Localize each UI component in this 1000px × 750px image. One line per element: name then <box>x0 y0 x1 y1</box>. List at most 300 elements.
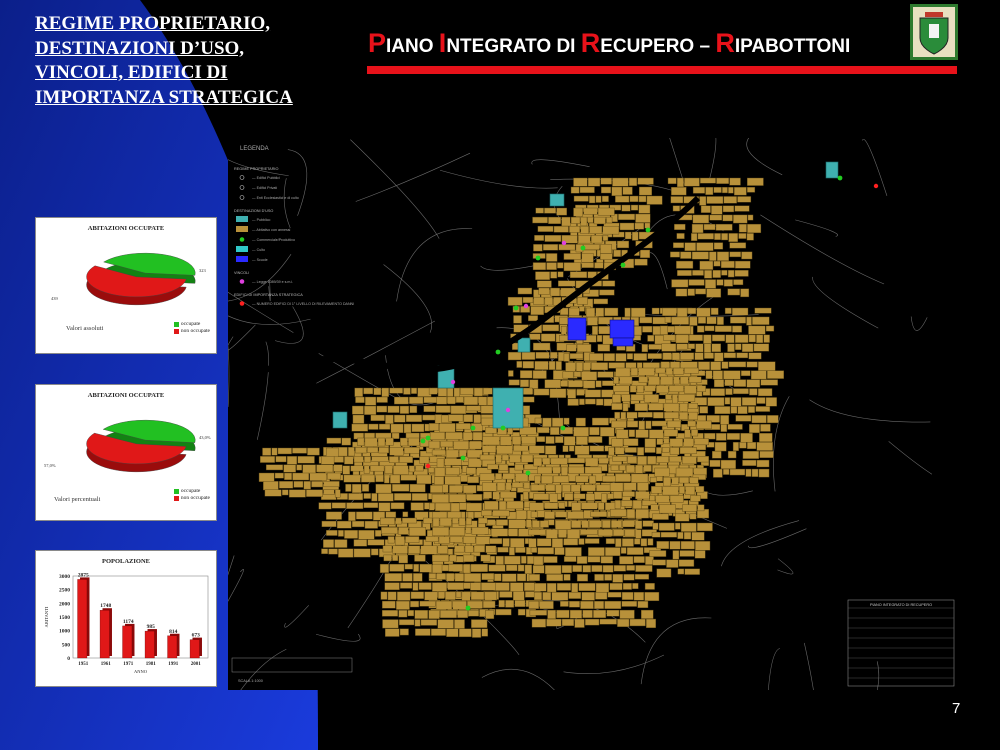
residential-building <box>520 371 532 379</box>
residential-building <box>714 187 722 192</box>
residential-building <box>710 215 722 220</box>
residential-building <box>660 377 672 385</box>
residential-building <box>756 335 763 343</box>
residential-building <box>626 465 634 472</box>
residential-building <box>535 272 549 280</box>
residential-building <box>568 458 585 463</box>
residential-building <box>456 397 463 402</box>
residential-building <box>563 372 573 379</box>
residential-building <box>759 433 772 442</box>
residential-building <box>533 244 542 251</box>
residential-building <box>664 412 678 418</box>
residential-building <box>627 547 643 554</box>
residential-building <box>609 363 625 369</box>
residential-building <box>584 244 600 249</box>
residential-building <box>402 573 412 581</box>
map-legend-heading: DESTINAZIONI D'USO <box>234 209 274 213</box>
residential-building <box>327 438 341 443</box>
residential-building <box>680 353 694 360</box>
residential-building <box>617 241 629 248</box>
value-label-occupate: 323 <box>199 268 206 273</box>
residential-building <box>293 473 309 480</box>
residential-building <box>711 308 718 315</box>
slide-title: PIANO INTEGRATO DI RECUPERO – RIPABOTTONI <box>368 28 851 58</box>
y-tick-label: 1500 <box>59 615 70 621</box>
residential-building <box>713 469 722 477</box>
residential-building <box>624 439 638 446</box>
residential-building <box>410 406 417 413</box>
residential-building <box>482 573 494 579</box>
residential-building <box>564 574 571 580</box>
map-legend-item: — Legge 1089/39 e s.m.i. <box>252 280 294 284</box>
residential-building <box>321 456 334 464</box>
residential-building <box>639 196 646 202</box>
residential-building <box>639 421 645 430</box>
map-legend-item: — Edifici Pubblici <box>252 176 280 180</box>
residential-building <box>688 344 695 349</box>
residential-building <box>644 465 652 471</box>
residential-building <box>727 433 740 439</box>
residential-building <box>512 483 523 488</box>
y-tick-label: 500 <box>61 642 70 649</box>
residential-building <box>641 610 653 619</box>
residential-building <box>413 583 418 591</box>
residential-building <box>657 569 671 577</box>
residential-building <box>645 223 650 228</box>
residential-building <box>606 217 612 223</box>
residential-building <box>638 178 654 184</box>
residential-building <box>695 289 705 294</box>
residential-building <box>467 476 478 482</box>
residential-building <box>621 547 626 553</box>
residential-building <box>403 388 410 394</box>
residential-building <box>648 335 654 341</box>
residential-building <box>352 424 368 431</box>
residential-building <box>547 583 556 592</box>
residential-building <box>653 523 658 530</box>
residential-building <box>409 466 415 472</box>
residential-building <box>376 475 384 482</box>
residential-building <box>466 518 472 525</box>
residential-building <box>279 481 293 488</box>
residential-building <box>390 388 403 393</box>
residential-building <box>344 530 357 538</box>
residential-building <box>552 592 568 600</box>
residential-building <box>524 483 530 489</box>
residential-building <box>432 583 446 592</box>
residential-building <box>612 178 628 186</box>
residential-building <box>534 297 544 305</box>
residential-building <box>616 368 630 377</box>
residential-building <box>533 494 549 500</box>
residential-building <box>537 281 551 288</box>
residential-building <box>698 505 705 511</box>
residential-building <box>517 574 526 581</box>
residential-building <box>534 583 546 591</box>
residential-building <box>464 415 473 422</box>
residential-building <box>402 518 416 523</box>
residential-building <box>732 326 741 332</box>
residential-building <box>625 232 631 239</box>
residential-building <box>726 389 733 395</box>
residential-building <box>357 438 364 446</box>
residential-building <box>435 503 450 511</box>
residential-building <box>581 485 596 491</box>
residential-building <box>752 415 767 423</box>
residential-building <box>471 592 484 600</box>
residential-building <box>550 494 558 502</box>
residential-building <box>523 388 532 395</box>
residential-building <box>515 600 525 606</box>
residential-building <box>695 541 710 550</box>
residential-building <box>464 573 480 581</box>
residential-building <box>411 388 417 394</box>
residential-building <box>594 217 606 224</box>
residential-building <box>694 468 707 475</box>
residential-building <box>611 465 618 470</box>
residential-building <box>493 492 500 500</box>
residential-building <box>429 573 436 578</box>
residential-building <box>630 196 638 202</box>
heritage-marker <box>562 241 566 245</box>
residential-building <box>661 532 677 537</box>
legend-non-occupate: non occupate <box>180 495 210 501</box>
residential-building <box>656 447 661 453</box>
residential-building <box>729 233 738 241</box>
residential-building <box>542 325 558 331</box>
residential-building <box>352 484 361 493</box>
residential-building <box>557 208 567 215</box>
residential-building <box>743 451 759 458</box>
residential-building <box>533 343 550 350</box>
residential-building <box>637 483 648 491</box>
residential-building <box>650 496 655 501</box>
residential-building <box>436 406 450 413</box>
residential-building <box>564 556 576 561</box>
residential-building <box>586 494 595 501</box>
residential-building <box>688 308 696 314</box>
residential-building <box>438 388 446 396</box>
residential-building <box>438 620 454 629</box>
residential-building <box>334 465 343 472</box>
residential-building <box>594 299 608 304</box>
residential-building <box>550 427 559 435</box>
residential-building <box>712 344 721 352</box>
residential-building <box>747 380 760 388</box>
residential-building <box>380 518 394 525</box>
residential-building <box>649 551 666 557</box>
residential-building <box>358 530 374 539</box>
residential-building <box>670 496 683 503</box>
residential-building <box>631 368 638 376</box>
residential-building <box>589 196 595 203</box>
residential-building <box>610 509 626 516</box>
residential-building <box>747 442 756 449</box>
residential-building <box>725 308 731 314</box>
residential-building <box>564 494 573 500</box>
residential-building <box>574 494 585 499</box>
residential-building <box>545 446 556 455</box>
residential-building <box>338 549 353 558</box>
residential-building <box>632 583 638 589</box>
residential-building <box>739 442 746 448</box>
legend-swatch <box>236 226 248 232</box>
residential-building <box>319 503 331 509</box>
residential-building <box>581 217 587 226</box>
residential-building <box>602 521 610 528</box>
residential-building <box>672 280 688 288</box>
residential-building <box>410 601 419 607</box>
y-tick-label: 2500 <box>59 587 70 594</box>
residential-building <box>764 335 770 343</box>
residential-building <box>453 601 467 609</box>
residential-building <box>680 403 688 411</box>
residential-building <box>636 530 642 539</box>
residential-building <box>678 569 684 574</box>
residential-building <box>728 270 734 277</box>
residential-building <box>582 521 589 528</box>
residential-building <box>588 217 593 223</box>
residential-building <box>544 512 554 519</box>
residential-building <box>446 629 458 637</box>
residential-building <box>611 521 621 528</box>
residential-building <box>415 620 420 627</box>
residential-building <box>631 205 638 210</box>
residential-building <box>364 456 370 462</box>
residential-building <box>605 601 621 609</box>
residential-building <box>560 601 568 606</box>
residential-building <box>747 362 758 367</box>
residential-building <box>603 226 619 234</box>
y-tick-label: 1000 <box>59 628 70 635</box>
residential-building <box>615 500 621 508</box>
residential-building <box>538 226 553 231</box>
residential-building <box>528 316 537 321</box>
residential-building <box>688 403 697 408</box>
residential-building <box>663 486 679 495</box>
residential-building <box>541 334 555 342</box>
residential-building <box>533 565 544 573</box>
residential-building <box>529 539 537 548</box>
residential-building <box>728 451 736 458</box>
residential-building <box>712 335 725 341</box>
residential-building <box>463 555 474 562</box>
residential-building <box>549 361 555 369</box>
residential-building <box>379 503 390 512</box>
residential-building <box>525 565 532 574</box>
residential-building <box>500 492 516 498</box>
residential-building <box>381 592 387 600</box>
residential-building <box>321 549 327 554</box>
residential-building <box>615 447 624 454</box>
residential-building <box>326 512 341 520</box>
residential-building <box>626 565 634 570</box>
residential-building <box>576 418 585 426</box>
residential-building <box>636 509 649 518</box>
residential-building <box>394 397 408 404</box>
residential-building <box>412 493 428 500</box>
residential-building <box>690 477 699 484</box>
residential-building <box>722 187 727 193</box>
residential-building <box>554 226 569 232</box>
residential-building <box>386 438 394 445</box>
residential-building <box>569 592 581 598</box>
residential-building <box>720 415 728 424</box>
residential-building <box>377 406 387 412</box>
residential-building <box>677 344 687 349</box>
residential-building <box>449 485 462 493</box>
residential-building <box>728 344 735 352</box>
residential-building <box>742 344 753 352</box>
residential-building <box>749 424 759 433</box>
x-tick-label: 1981 <box>145 662 156 667</box>
y-tick-label: 2000 <box>59 601 70 608</box>
residential-building <box>303 465 316 474</box>
residential-building <box>399 555 408 563</box>
residential-building <box>499 600 505 607</box>
legend-occupate: occupate <box>180 488 201 494</box>
residential-building <box>481 583 495 591</box>
residential-building <box>642 326 652 332</box>
residential-building <box>337 521 351 528</box>
residential-building <box>695 551 705 559</box>
residential-building <box>588 547 604 555</box>
residential-building <box>408 438 419 446</box>
residential-building <box>742 460 756 466</box>
residential-building <box>522 352 535 359</box>
residential-building <box>275 473 284 478</box>
residential-building <box>709 252 716 261</box>
residential-building <box>523 397 534 402</box>
residential-building <box>684 368 698 373</box>
residential-building <box>628 456 637 463</box>
residential-building <box>613 386 629 392</box>
residential-building <box>568 467 584 474</box>
residential-building <box>589 521 601 528</box>
residential-building <box>655 368 665 373</box>
residential-building <box>688 289 695 296</box>
residential-building <box>692 532 705 540</box>
residential-building <box>690 496 700 502</box>
residential-building <box>756 406 770 411</box>
residential-building <box>615 196 629 202</box>
residential-building <box>715 406 730 413</box>
residential-building <box>676 261 693 268</box>
residential-building <box>657 541 669 549</box>
residential-building <box>631 308 645 317</box>
residential-building <box>681 523 696 532</box>
residential-building <box>478 518 487 523</box>
residential-building <box>701 206 710 213</box>
residential-building <box>741 371 750 376</box>
residential-building <box>448 415 463 422</box>
residential-building <box>394 493 411 500</box>
residential-building <box>697 308 711 317</box>
residential-building <box>714 233 720 239</box>
residential-building <box>503 538 510 546</box>
plot-area <box>73 576 208 658</box>
residential-building <box>322 521 336 527</box>
residential-building <box>545 503 558 509</box>
residential-building <box>689 377 701 383</box>
residential-building <box>640 317 652 323</box>
residential-building <box>385 415 393 424</box>
residential-building <box>577 344 591 352</box>
residential-building <box>432 527 448 535</box>
residential-building <box>455 573 464 581</box>
residential-building <box>429 503 434 510</box>
residential-building <box>588 178 600 186</box>
residential-building <box>650 477 656 482</box>
residential-building <box>580 601 593 609</box>
residential-building <box>673 206 680 211</box>
residential-building <box>646 619 655 628</box>
residential-building <box>732 308 748 315</box>
map-legend-item: — Commerciale/Produttivo <box>252 238 295 242</box>
strategic-marker <box>874 184 878 188</box>
residential-building <box>534 592 542 600</box>
residential-building <box>599 458 609 464</box>
legend-dot-icon <box>240 301 245 306</box>
residential-building <box>695 439 709 445</box>
residential-building <box>508 529 517 537</box>
residential-building <box>627 421 638 427</box>
residential-building <box>446 468 460 475</box>
residential-building <box>730 317 745 323</box>
residential-building <box>591 235 602 243</box>
residential-building <box>424 397 439 403</box>
residential-building <box>679 477 689 483</box>
residential-building <box>714 380 724 387</box>
residential-building <box>615 539 621 547</box>
residential-building <box>601 494 606 503</box>
residential-building <box>323 540 333 548</box>
residential-building <box>348 447 354 456</box>
residential-building <box>550 389 566 398</box>
residential-building <box>481 555 490 561</box>
residential-building <box>612 403 622 409</box>
residential-building <box>499 501 506 510</box>
residential-building <box>530 610 547 615</box>
residential-building <box>343 466 350 475</box>
residential-building <box>541 476 552 484</box>
residential-building <box>446 432 463 439</box>
residential-building <box>737 196 750 202</box>
residential-building <box>588 556 600 562</box>
residential-building <box>599 326 611 334</box>
residential-building <box>388 592 396 600</box>
residential-building <box>682 456 696 464</box>
residential-building <box>579 539 585 545</box>
residential-building <box>506 565 517 571</box>
residential-building <box>677 233 685 238</box>
residential-building <box>433 518 439 526</box>
residential-building <box>716 224 732 230</box>
residential-building <box>625 308 631 317</box>
residential-building <box>749 389 757 396</box>
residential-building <box>566 363 576 372</box>
residential-building <box>528 530 545 535</box>
residential-building <box>593 610 606 618</box>
residential-building <box>601 178 612 184</box>
bar <box>100 610 109 658</box>
residential-building <box>420 564 432 572</box>
bar <box>168 636 177 658</box>
residential-building <box>608 592 621 597</box>
residential-building <box>680 252 691 259</box>
residential-building <box>272 448 277 455</box>
residential-building <box>497 483 505 491</box>
